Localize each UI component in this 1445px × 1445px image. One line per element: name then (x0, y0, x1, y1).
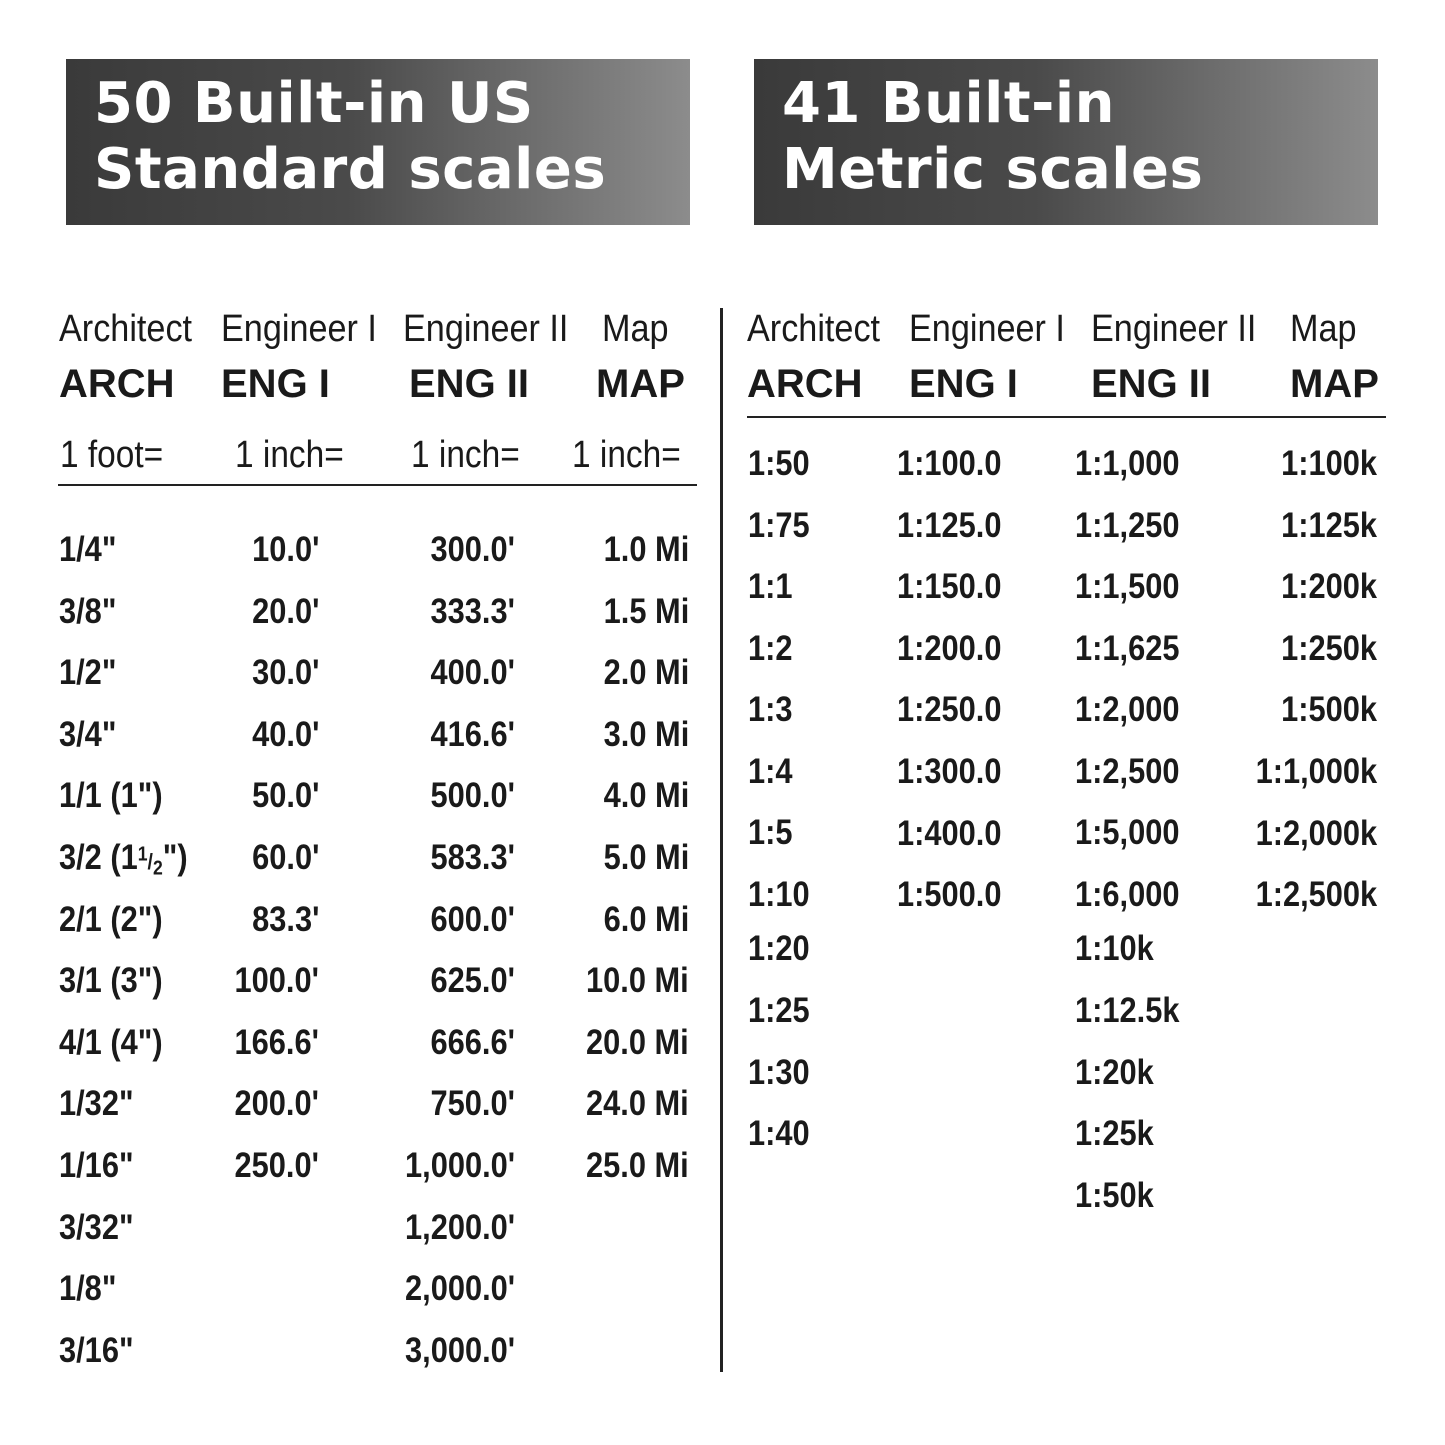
metric-eng2-cell: 1:2,000 (1075, 690, 1180, 729)
us-arch-cell: 3/32" (59, 1207, 134, 1247)
us-map-cell: 3.0 Mi (603, 714, 689, 754)
metric-eng1-cell: 1:500.0 (897, 875, 1002, 915)
metric-eng2-cell: 1:5,000 (1075, 813, 1180, 852)
metric-arch-cell: 1:40 (748, 1114, 810, 1153)
us-arch-cell: 2/1 (2") (59, 899, 163, 939)
us-map-cell: 24.0 Mi (586, 1084, 689, 1124)
metric-map-cell: 1:125k (1281, 505, 1377, 545)
metric-map-cell: 1:2,500k (1255, 875, 1377, 915)
metric-header-architect: Architect (747, 308, 881, 350)
us-eng2-cell: 2,000.0' (404, 1269, 515, 1309)
us-map-cell: 6.0 Mi (603, 899, 689, 939)
metric-arch-cell: 1:5 (748, 813, 793, 852)
metric-header-engineer-1: Engineer I (909, 308, 1065, 350)
metric-eng1-cell: 1:300.0 (897, 752, 1002, 791)
us-eng2-cell: 416.6' (430, 714, 515, 754)
metric-map-cell: 1:250k (1281, 628, 1377, 668)
us-eng2-cell: 1,200.0' (404, 1207, 515, 1247)
us-arch-cell: 1/16" (59, 1146, 134, 1185)
us-header-architect: Architect (59, 308, 193, 350)
metric-eng1-cell: 1:400.0 (897, 813, 1002, 853)
us-unit-arch: 1 foot= (60, 434, 164, 476)
column-divider (720, 308, 723, 1372)
metric-scales-banner (754, 59, 1378, 225)
metric-eng2-cell: 1:50k (1075, 1176, 1154, 1215)
metric-eng2-cell: 1:10k (1075, 929, 1154, 968)
us-map-cell: 5.0 Mi (603, 838, 689, 877)
us-eng1-cell: 200.0' (234, 1084, 319, 1124)
us-arch-cell: 3/4" (59, 714, 117, 754)
us-eng2-cell: 750.0' (430, 1084, 515, 1124)
us-eng1-cell: 250.0' (234, 1146, 319, 1185)
metric-eng2-cell: 1:6,000 (1075, 875, 1180, 914)
us-map-cell: 2.0 Mi (603, 653, 689, 693)
us-code-eng2: ENG II (409, 362, 530, 406)
us-unit-eng2: 1 inch= (411, 434, 520, 476)
metric-eng1-cell: 1:150.0 (897, 567, 1002, 607)
us-code-eng1: ENG I (221, 362, 330, 406)
us-eng1-cell: 20.0' (251, 591, 319, 631)
metric-arch-cell: 1:2 (748, 629, 793, 668)
metric-eng1-cell: 1:200.0 (897, 628, 1002, 668)
us-eng2-cell: 600.0' (430, 899, 515, 939)
metric-code-map: MAP (1290, 362, 1379, 406)
metric-header-rule (747, 416, 1386, 418)
metric-map-cell: 1:100k (1281, 444, 1377, 483)
us-map-cell: 10.0 Mi (586, 961, 689, 1001)
us-eng1-cell: 83.3' (251, 899, 319, 939)
metric-code-eng2: ENG II (1091, 362, 1212, 406)
us-arch-cell: 3/2 $(1^1/_2")$ (59, 838, 188, 880)
us-map-cell: 4.0 Mi (603, 776, 689, 816)
us-arch-cell: 1/8" (59, 1269, 117, 1309)
us-eng2-cell: 666.6' (430, 1022, 515, 1062)
us-eng2-cell: 583.3' (430, 838, 515, 877)
us-header-map: Map (602, 308, 669, 350)
us-banner-title-line1: 50 Built-in US (94, 71, 534, 136)
metric-map-cell: 1:200k (1281, 567, 1377, 607)
us-scales-banner (66, 59, 690, 225)
metric-arch-cell: 1:75 (748, 506, 810, 545)
us-eng2-cell: 300.0' (430, 530, 515, 569)
us-map-cell: 20.0 Mi (586, 1022, 689, 1062)
metric-eng1-cell: 1:125.0 (897, 505, 1002, 545)
us-eng1-cell: 30.0' (251, 653, 319, 693)
metric-eng2-cell: 1:1,500 (1075, 567, 1180, 606)
metric-map-cell: 1:2,000k (1255, 813, 1377, 853)
us-unit-map: 1 inch= (572, 434, 681, 476)
us-arch-cell: 1/1 (1") (59, 776, 163, 816)
us-eng2-cell: 333.3' (430, 591, 515, 631)
metric-arch-cell: 1:20 (748, 929, 810, 968)
metric-arch-cell: 1:30 (748, 1053, 810, 1092)
metric-arch-cell: 1:1 (748, 567, 793, 606)
metric-eng2-cell: 1:1,625 (1075, 629, 1180, 668)
us-eng2-cell: 3,000.0' (404, 1330, 515, 1370)
metric-eng2-cell: 1:1,000 (1075, 444, 1180, 483)
us-eng2-cell: 500.0' (430, 776, 515, 816)
metric-header-map: Map (1290, 308, 1357, 350)
us-eng2-cell: 400.0' (430, 653, 515, 693)
us-arch-cell: 1/32" (59, 1084, 134, 1124)
us-map-cell: 1.0 Mi (603, 530, 689, 569)
us-arch-cell: 1/4" (59, 530, 117, 569)
us-map-cell: 25.0 Mi (586, 1146, 689, 1185)
metric-arch-cell: 1:25 (748, 991, 810, 1030)
metric-arch-cell: 1:10 (748, 875, 810, 914)
us-header-engineer-2: Engineer II (403, 308, 569, 350)
us-eng1-cell: 166.6' (234, 1022, 319, 1062)
metric-arch-cell: 1:50 (748, 444, 810, 483)
metric-eng2-cell: 1:25k (1075, 1114, 1154, 1153)
us-unit-eng1: 1 inch= (235, 434, 344, 476)
us-eng1-cell: 60.0' (251, 838, 319, 877)
metric-eng2-cell: 1:20k (1075, 1053, 1154, 1092)
us-eng1-cell: 40.0' (251, 714, 319, 754)
metric-banner-title-line1: 41 Built-in (782, 71, 1115, 136)
metric-eng2-cell: 1:2,500 (1075, 752, 1180, 791)
metric-arch-cell: 1:3 (748, 690, 793, 729)
us-map-cell: 1.5 Mi (603, 591, 689, 631)
metric-arch-cell: 1:4 (748, 752, 793, 791)
metric-eng2-cell: 1:12.5k (1075, 991, 1180, 1030)
us-eng1-cell: 10.0' (251, 530, 319, 569)
us-code-map: MAP (596, 362, 685, 406)
us-eng1-cell: 50.0' (251, 776, 319, 816)
us-arch-cell: 3/1 (3") (59, 961, 163, 1001)
us-arch-cell: 1/2" (59, 653, 117, 693)
us-arch-cell: 3/8" (59, 591, 117, 631)
metric-code-arch: ARCH (747, 362, 863, 406)
us-arch-cell: 3/16" (59, 1330, 134, 1370)
metric-eng1-cell: 1:250.0 (897, 690, 1002, 730)
us-header-engineer-1: Engineer I (221, 308, 377, 350)
metric-eng2-cell: 1:1,250 (1075, 506, 1180, 545)
us-header-rule (58, 484, 697, 486)
us-eng2-cell: 625.0' (430, 961, 515, 1001)
metric-banner-title-line2: Metric scales (782, 137, 1204, 202)
us-code-arch: ARCH (59, 362, 175, 406)
us-eng2-cell: 1,000.0' (404, 1146, 515, 1185)
us-banner-title-line2: Standard scales (94, 137, 607, 202)
metric-map-cell: 1:500k (1281, 690, 1377, 730)
metric-header-engineer-2: Engineer II (1091, 308, 1257, 350)
metric-code-eng1: ENG I (909, 362, 1018, 406)
us-arch-cell: 4/1 (4") (59, 1022, 163, 1062)
metric-map-cell: 1:1,000k (1255, 752, 1377, 791)
us-eng1-cell: 100.0' (234, 961, 319, 1001)
metric-eng1-cell: 1:100.0 (897, 444, 1002, 483)
